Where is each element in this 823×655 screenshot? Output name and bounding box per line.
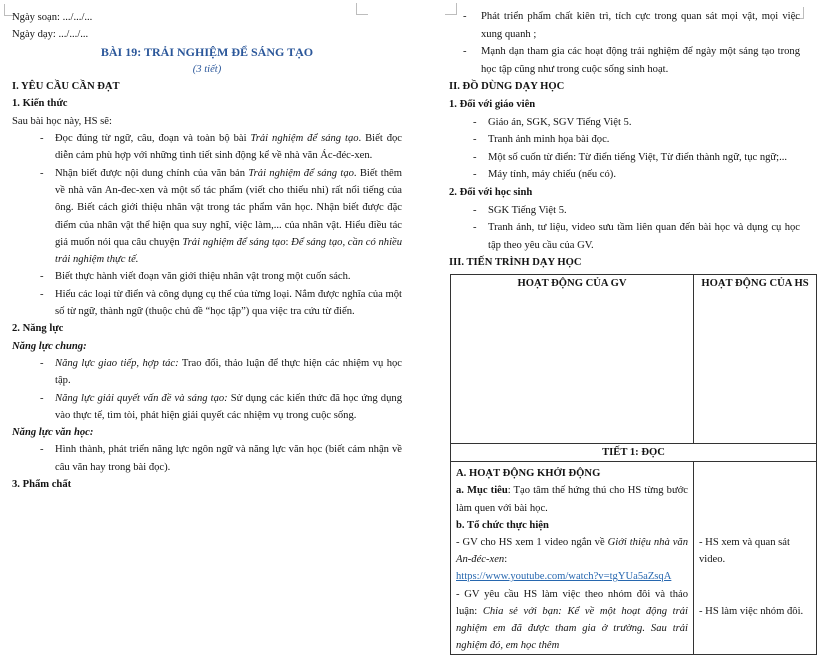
subsection-heading-quality bbox=[12, 476, 402, 493]
text-segment: : bbox=[285, 236, 292, 248]
text-segment: Trao đổi, thảo luận để thực hiện các nhiệm vụ học tập. bbox=[55, 357, 402, 387]
gv-activities-cell bbox=[451, 462, 694, 655]
text-segment: Máy tính, máy chiếu (nếu có). bbox=[488, 169, 616, 181]
subsection-heading-knowledge bbox=[12, 95, 402, 112]
gv-column-header: HOẠT ĐỘNG CỦA GV bbox=[451, 274, 694, 443]
lesson-plan-table bbox=[450, 274, 817, 655]
gv-step bbox=[456, 534, 688, 568]
bullet-dash: - bbox=[473, 151, 477, 163]
text-segment: Biết thực hành viết đoạn văn giới thiệu nhân vật trong một cuốn sách. bbox=[55, 271, 351, 283]
bullet-item bbox=[12, 390, 402, 425]
text-segment: Năng lực giải quyết vấn đề và sáng tạo: bbox=[55, 392, 228, 404]
bullet-item bbox=[449, 131, 800, 149]
hs-action bbox=[699, 603, 813, 620]
hs-activities-cell bbox=[694, 462, 817, 655]
text-segment: Hình thành, phát triển năng lực ngôn ngữ và năng lực văn học (biết cảm nhận về câu văn hay trong bài đọc). bbox=[55, 444, 402, 473]
text-segment: Giáo án, SGK, SGV Tiếng Việt 5. bbox=[488, 116, 632, 128]
text-segment: a. Mục tiêu bbox=[456, 485, 508, 497]
text-segment: 2. Đối với học sinh bbox=[449, 186, 533, 198]
bullet-dash: - bbox=[40, 392, 44, 404]
video-link-line bbox=[456, 568, 688, 585]
bullet-item bbox=[12, 165, 402, 269]
table-header-row bbox=[451, 274, 817, 443]
bullet-item bbox=[449, 202, 800, 220]
text-segment: Tranh ảnh minh họa bài đọc. bbox=[488, 134, 610, 146]
bullet-dash: - bbox=[463, 11, 467, 22]
bullet-dash: - bbox=[40, 133, 44, 145]
bullet-item bbox=[449, 114, 800, 132]
bullet-item bbox=[449, 219, 800, 254]
text-segment: A. HOẠT ĐỘNG KHỞI ĐỘNG bbox=[456, 468, 601, 480]
subsection-heading-competence bbox=[12, 320, 402, 337]
table-section-row bbox=[451, 443, 817, 461]
text-segment: 1. Đối với giáo viên bbox=[449, 98, 536, 110]
text-segment: - HS xem và quan sát video. bbox=[699, 537, 790, 566]
text-segment: II. ĐỒ DÙNG DẠY HỌC bbox=[449, 81, 565, 93]
text-segment: 3. Phẩm chất bbox=[12, 479, 72, 491]
bullet-item bbox=[449, 43, 800, 78]
gv-step bbox=[456, 586, 688, 655]
text-segment: - GV cho HS xem 1 video ngắn về bbox=[456, 536, 608, 548]
text-segment: Trải nghiệm để sáng tạo bbox=[248, 167, 354, 179]
text-segment: Tranh ảnh, tư liệu, video sưu tầm liên quan đến bài học và dụng cụ học tập theo yêu cầu của GV. bbox=[488, 222, 800, 251]
activity-organization-heading bbox=[456, 517, 688, 534]
bullet-dash: - bbox=[40, 357, 44, 369]
text-segment: Ngày soạn: .../.../... bbox=[12, 12, 93, 23]
page-2 bbox=[412, 0, 823, 655]
text-segment: Năng lực giao tiếp, hợp tác: bbox=[55, 357, 179, 369]
text-segment: Để sáng tạo, cần có nhiều trải nghiệm thực tế. bbox=[55, 236, 403, 266]
bullet-item bbox=[12, 286, 402, 321]
subsection-heading-teacher bbox=[449, 96, 800, 114]
bullet-item bbox=[12, 130, 402, 165]
bullet-dash: - bbox=[473, 222, 477, 234]
bullet-item bbox=[449, 8, 800, 43]
text-segment: Sử dụng các kiến thức đã học ứng dụng vào thực tế, tìm tòi, phát hiện giải quyết các nhiệm vụ trong cuộc sống. bbox=[55, 392, 402, 421]
text-segment: Một số cuốn từ điển: Từ điển tiếng Việt, Từ điển thành ngữ, tục ngữ;... bbox=[488, 151, 788, 163]
text-segment: Năng lực văn học: bbox=[12, 427, 94, 439]
text-segment: Trải nghiệm để sáng tạo bbox=[182, 236, 286, 248]
date-composed-line bbox=[12, 9, 402, 26]
bullet-item bbox=[449, 166, 800, 184]
bullet-item bbox=[12, 441, 402, 476]
text-segment: I. YÊU CẦU CẦN ĐẠT bbox=[12, 81, 120, 93]
text-segment: BÀI 19: TRẢI NGHIỆM ĐỂ SÁNG TẠO bbox=[100, 44, 314, 59]
period-1-label: TIẾT 1: ĐỌC bbox=[451, 443, 817, 461]
section-heading-materials bbox=[449, 78, 800, 96]
activity-heading bbox=[456, 465, 688, 482]
text-segment: Sau bài học này, HS sẽ: bbox=[12, 115, 112, 127]
text-segment: Hiểu các loại từ điển và công dụng cụ thể của từng loại. Nắm được nghĩa của một số từ ngữ, thành ngữ (thuộc chủ đề “học tập”) qua việc tra cứu từ điển. bbox=[55, 288, 402, 318]
bullet-dash: - bbox=[40, 271, 44, 283]
text-segment: : bbox=[504, 554, 508, 566]
text-segment: Ngày dạy: .../.../... bbox=[12, 29, 89, 41]
activity-goal bbox=[456, 482, 688, 516]
bullet-item bbox=[12, 268, 402, 285]
bullet-dash: - bbox=[473, 204, 477, 216]
text-segment: . Biết đọc diễn cảm phù hợp với những tình tiết sinh động kể về nhà văn Ác-đéc-xen. bbox=[55, 133, 402, 162]
competence-general-label bbox=[12, 338, 402, 355]
table-body-row bbox=[451, 462, 817, 655]
bullet-item bbox=[449, 149, 800, 167]
text-segment: b. Tổ chức thực hiện bbox=[456, 519, 549, 531]
text-segment: Chia sẻ với bạn: Kể về một hoạt động trải nghiệm em đã được tham gia ở trường. Sau trải nghiệm đó, em học thêm bbox=[456, 605, 688, 652]
bullet-dash: - bbox=[473, 169, 477, 181]
lesson-title bbox=[12, 44, 402, 61]
text-segment: Đọc đúng từ ngữ, câu, đoạn và toàn bộ bài bbox=[55, 133, 251, 145]
youtube-link[interactable]: https://www.youtube.com/watch?v=tgYUa5aZsqA bbox=[456, 571, 672, 583]
page-1 bbox=[0, 0, 411, 493]
bullet-dash: - bbox=[40, 167, 44, 179]
hs-column-header: HOẠT ĐỘNG CỦA HS bbox=[694, 274, 817, 443]
competence-literature-label bbox=[12, 424, 402, 441]
text-segment: - HS làm việc nhóm đôi. bbox=[699, 605, 804, 617]
section-heading-process bbox=[449, 254, 800, 272]
bullet-dash: - bbox=[463, 46, 467, 58]
page-2-body bbox=[449, 8, 800, 272]
text-segment: . Biết thêm về nhà văn An-đec-xen và một số tác phẩm (viết cho thiếu nhi) rất nổi tiếng của ông. Biết cách giới thiệu nhân vật trong tác phẩm văn học. Nhận biết được đặc điểm của nhân vật thể hiện qua suy nghĩ, việc làm,... của nhân vật. Hiểu điều tác giả muốn nói qua câu chuyện bbox=[55, 167, 402, 248]
bullet-dash: - bbox=[40, 444, 44, 456]
subsection-heading-student bbox=[449, 184, 800, 202]
text-segment: Mạnh dạn tham gia các hoạt động trải nghiệm để ngày một sáng tạo trong học tập cũng như trong cuộc sống sinh hoạt. bbox=[481, 46, 800, 75]
text-segment: SGK Tiếng Việt 5. bbox=[488, 204, 567, 216]
text-segment: 2. Năng lực bbox=[12, 323, 64, 335]
text-segment: Nhận biết được nội dung chính của văn bản bbox=[55, 167, 249, 179]
section-heading-requirements bbox=[12, 78, 402, 95]
text-segment: Năng lực chung: bbox=[12, 340, 87, 352]
text-segment: Giới thiệu nhà văn An-đéc-xen bbox=[456, 536, 688, 566]
text-segment: Trải nghiệm để sáng tạo bbox=[250, 133, 359, 145]
text-segment: : Tạo tâm thế hứng thú cho HS từng bước làm quen với bài học. bbox=[456, 485, 688, 514]
text-segment: III. TIẾN TRÌNH DẠY HỌC bbox=[449, 257, 582, 269]
text-segment: - GV yêu cầu HS làm việc theo nhóm đôi và thảo luận: bbox=[456, 588, 688, 617]
date-taught-line bbox=[12, 26, 402, 43]
bullet-dash: - bbox=[40, 288, 44, 300]
text-segment: 1. Kiến thức bbox=[12, 98, 68, 110]
bullet-dash: - bbox=[473, 116, 477, 128]
text-segment: (3 tiết) bbox=[192, 63, 222, 75]
hs-action bbox=[699, 534, 813, 568]
text-segment: Phát triển phẩm chất kiên trì, tích cực trong quan sát mọi vật, mọi việc xung quanh ; bbox=[481, 11, 800, 40]
bullet-dash: - bbox=[473, 134, 477, 146]
intro-line bbox=[12, 113, 402, 130]
lesson-duration bbox=[12, 61, 402, 78]
bullet-item bbox=[12, 355, 402, 390]
